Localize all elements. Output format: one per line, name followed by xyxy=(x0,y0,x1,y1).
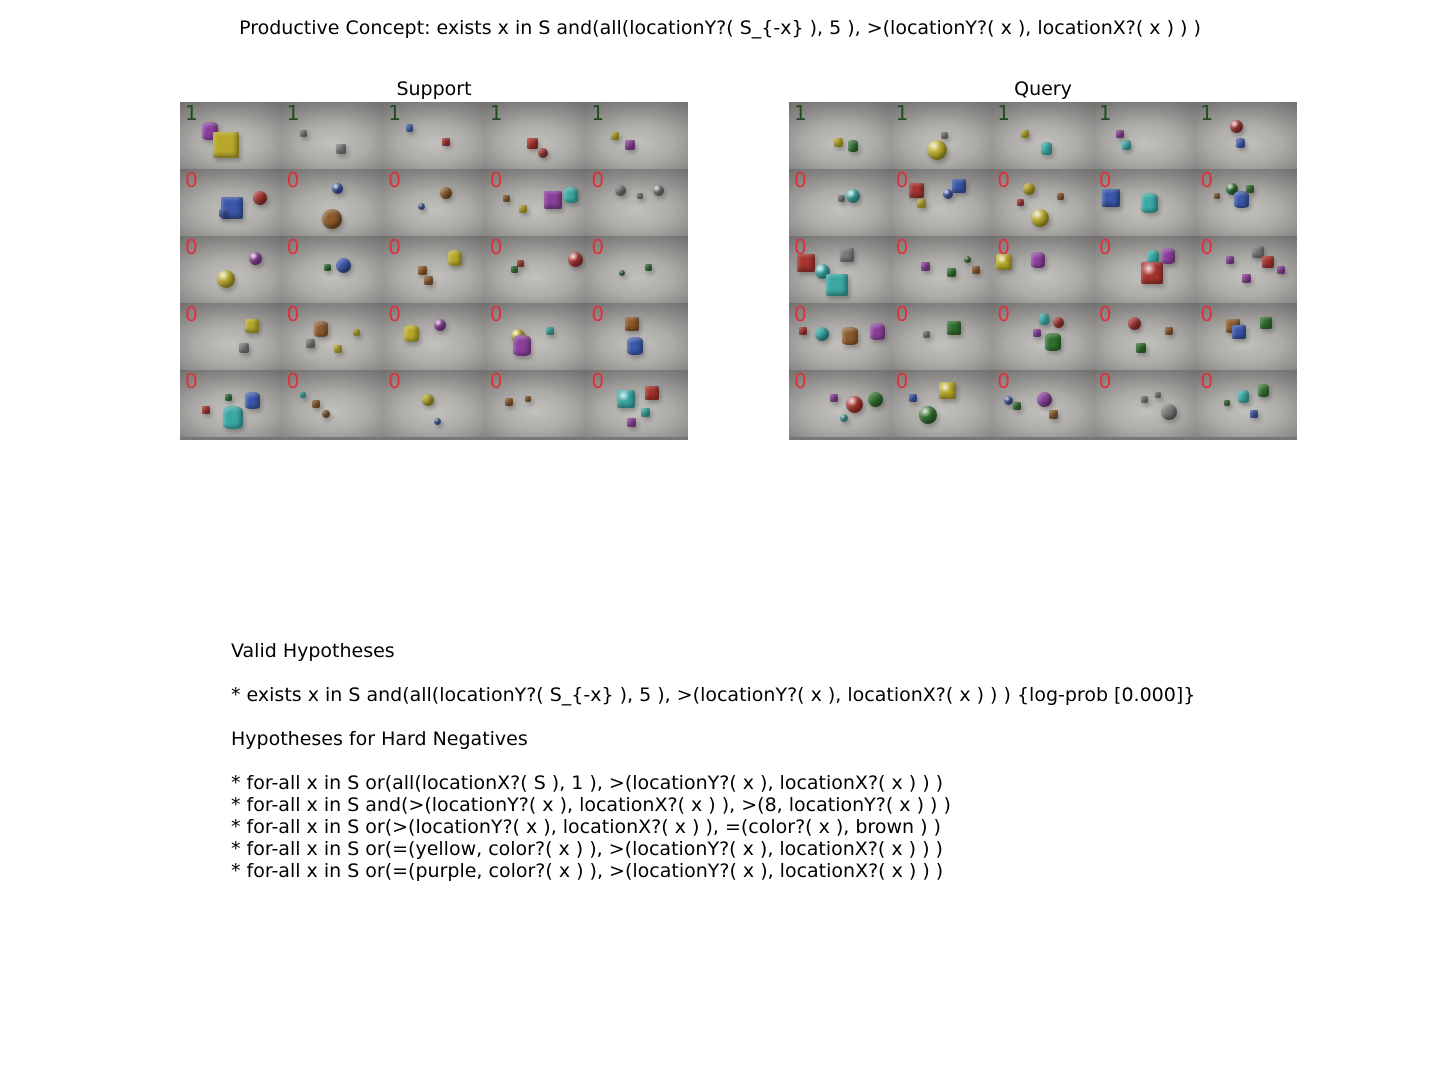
cylinder-object xyxy=(1039,313,1049,325)
hard-negative-hypothesis: * for-all x in S or(all(locationX?( S ), 1 ), >(locationY?( x ), locationX?( x ) ) ) xyxy=(231,772,944,794)
query-image-11 xyxy=(789,236,891,303)
sphere-object xyxy=(253,191,267,205)
cylinder-object xyxy=(1258,384,1269,397)
cube-object xyxy=(617,390,635,408)
cube-object xyxy=(546,327,554,335)
sphere-object xyxy=(846,189,860,203)
support-image-4 xyxy=(485,102,587,169)
support-label: 0 xyxy=(388,370,401,393)
query-image-grid xyxy=(789,102,1297,440)
sphere-object xyxy=(418,203,425,210)
sphere-object xyxy=(943,189,953,199)
cube-object xyxy=(544,191,562,209)
cylinder-object xyxy=(1141,193,1158,213)
concept-title: Productive Concept: exists x in S and(all(locationY?( S_{-x} ), 5 ), >(locationY?( x ), locationX?( x ) ) ) xyxy=(239,17,1201,39)
cube-object xyxy=(442,138,450,146)
query-panel xyxy=(789,78,1297,440)
cube-object xyxy=(830,394,838,402)
sphere-object xyxy=(619,270,625,276)
support-image-24 xyxy=(485,370,587,437)
support-label: 0 xyxy=(591,236,605,259)
cube-object xyxy=(300,392,306,398)
sphere-object xyxy=(1128,317,1141,330)
cube-object xyxy=(909,394,917,402)
query-image-9 xyxy=(1094,169,1196,236)
sphere-object xyxy=(1037,392,1052,407)
cube-object xyxy=(1242,274,1251,283)
cylinder-object xyxy=(1041,142,1052,155)
cube-object xyxy=(645,386,659,400)
query-label: 0 xyxy=(794,236,807,259)
cylinder-object xyxy=(848,140,858,152)
query-image-21 xyxy=(789,370,891,437)
cylinder-object xyxy=(1161,248,1175,264)
cylinder-object xyxy=(1045,333,1061,351)
support-image-22 xyxy=(282,370,384,437)
cube-object xyxy=(239,343,249,353)
cube-object xyxy=(1136,343,1146,353)
support-label: 0 xyxy=(286,236,300,259)
cube-object xyxy=(840,248,854,262)
sphere-object xyxy=(440,187,452,199)
cube-object xyxy=(1013,402,1021,410)
cube-object xyxy=(324,264,331,271)
cube-object xyxy=(306,339,315,348)
cube-object xyxy=(424,276,433,285)
query-label: 1 xyxy=(997,102,1010,125)
query-label: 0 xyxy=(1200,303,1214,326)
cylinder-object xyxy=(1122,140,1131,150)
query-label: 0 xyxy=(794,370,807,393)
cylinder-object xyxy=(448,250,462,266)
hard-negatives-heading: Hypotheses for Hard Negatives xyxy=(231,728,528,750)
query-image-14 xyxy=(1094,236,1196,303)
cube-object xyxy=(519,205,527,213)
sphere-object xyxy=(868,392,883,407)
cube-object xyxy=(834,138,843,147)
support-label: 0 xyxy=(489,169,503,192)
sphere-object xyxy=(919,406,937,424)
support-label: 0 xyxy=(388,303,401,326)
support-image-16 xyxy=(180,303,282,370)
cylinder-object xyxy=(870,323,885,340)
cube-object xyxy=(1141,396,1148,403)
support-label: 0 xyxy=(185,236,198,259)
cube-object xyxy=(1250,410,1258,418)
query-label: 0 xyxy=(895,169,909,192)
support-label: 0 xyxy=(185,370,198,393)
sphere-object xyxy=(434,418,441,425)
support-image-19 xyxy=(485,303,587,370)
cube-object xyxy=(1246,185,1254,193)
support-label: 0 xyxy=(591,169,605,192)
support-label: 0 xyxy=(489,370,503,393)
cube-object xyxy=(917,199,926,208)
cube-object xyxy=(505,398,513,406)
sphere-object xyxy=(538,148,548,158)
query-label: 0 xyxy=(895,370,909,393)
cube-object xyxy=(503,195,510,202)
support-image-2 xyxy=(282,102,384,169)
cube-object xyxy=(418,266,427,275)
cube-object xyxy=(1226,256,1234,264)
sphere-object xyxy=(815,327,829,341)
sphere-object xyxy=(322,410,330,418)
hard-negative-hypothesis: * for-all x in S and(>(locationY?( x ), locationX?( x ) ), >(8, locationY?( x ) ) ) xyxy=(231,794,951,816)
query-image-6 xyxy=(789,169,891,236)
cube-object xyxy=(645,264,652,271)
cube-object xyxy=(1232,325,1246,339)
support-image-grid xyxy=(180,102,688,440)
cube-object xyxy=(627,418,636,427)
support-label: 0 xyxy=(388,169,401,192)
sphere-object xyxy=(1230,120,1243,133)
cube-object xyxy=(637,193,643,199)
cube-object xyxy=(334,345,342,353)
sphere-object xyxy=(840,414,848,422)
cube-object xyxy=(641,408,650,417)
cube-object xyxy=(1165,327,1173,335)
query-label: 0 xyxy=(1200,236,1214,259)
support-image-20 xyxy=(586,303,688,370)
support-image-15 xyxy=(586,236,688,303)
support-image-8 xyxy=(383,169,485,236)
query-image-2 xyxy=(891,102,993,169)
cylinder-object xyxy=(223,406,243,429)
support-image-12 xyxy=(282,236,384,303)
support-label: 1 xyxy=(591,102,605,125)
query-image-16 xyxy=(789,303,891,370)
cylinder-object xyxy=(404,325,419,342)
cube-object xyxy=(1260,317,1272,329)
support-image-10 xyxy=(586,169,688,236)
cube-object xyxy=(1214,193,1220,199)
cube-object xyxy=(625,140,635,150)
cube-object xyxy=(947,268,956,277)
support-label: 0 xyxy=(286,370,300,393)
support-image-3 xyxy=(383,102,485,169)
cube-object xyxy=(1277,266,1285,274)
query-image-7 xyxy=(891,169,993,236)
cube-object xyxy=(1224,400,1230,406)
sphere-object xyxy=(846,396,863,413)
support-label: 0 xyxy=(286,169,300,192)
sphere-object xyxy=(1053,317,1064,328)
cube-object xyxy=(923,331,930,338)
support-image-13 xyxy=(383,236,485,303)
cube-object xyxy=(1057,193,1064,200)
cube-object xyxy=(1262,256,1274,268)
cube-object xyxy=(1021,130,1029,138)
cube-object xyxy=(300,130,307,137)
cube-object xyxy=(941,132,948,139)
support-label: 0 xyxy=(185,303,198,326)
cube-object xyxy=(939,382,956,399)
query-label: 1 xyxy=(895,102,909,125)
cylinder-object xyxy=(1238,390,1249,403)
cube-object xyxy=(1033,329,1041,337)
sphere-object xyxy=(1023,183,1035,195)
cube-object xyxy=(219,209,227,217)
support-title: Support xyxy=(396,78,472,100)
cylinder-object xyxy=(314,321,328,337)
sphere-object xyxy=(653,185,664,196)
query-label: 0 xyxy=(1200,370,1214,393)
cube-object xyxy=(202,406,210,414)
support-image-11 xyxy=(180,236,282,303)
hard-negative-hypothesis: * for-all x in S or(=(purple, color?( x ) ), >(locationY?( x ), locationX?( x ) ) ) xyxy=(231,860,944,882)
cube-object xyxy=(1155,392,1161,398)
support-image-14 xyxy=(485,236,587,303)
support-image-6 xyxy=(180,169,282,236)
support-image-23 xyxy=(383,370,485,437)
query-image-24 xyxy=(1094,370,1196,437)
support-image-17 xyxy=(282,303,384,370)
cylinder-object xyxy=(842,327,858,345)
cube-object xyxy=(909,183,924,198)
query-image-3 xyxy=(992,102,1094,169)
cube-object xyxy=(952,179,966,193)
query-label: 0 xyxy=(997,236,1010,259)
sphere-object xyxy=(434,319,446,331)
cylinder-object xyxy=(1236,138,1245,148)
support-label: 1 xyxy=(489,102,503,125)
valid-hypotheses-heading: Valid Hypotheses xyxy=(231,640,395,662)
query-label: 0 xyxy=(794,169,807,192)
query-image-13 xyxy=(992,236,1094,303)
cube-object xyxy=(1141,262,1163,284)
support-image-25 xyxy=(586,370,688,437)
query-label: 0 xyxy=(997,303,1010,326)
sphere-object xyxy=(927,140,947,160)
query-image-12 xyxy=(891,236,993,303)
support-label: 0 xyxy=(388,236,401,259)
cylinder-object xyxy=(1234,191,1249,208)
query-image-23 xyxy=(992,370,1094,437)
cylinder-object xyxy=(1031,252,1045,268)
query-image-4 xyxy=(1094,102,1196,169)
cube-object xyxy=(1017,199,1024,206)
cube-object xyxy=(527,138,538,149)
query-image-20 xyxy=(1195,303,1297,370)
cube-object xyxy=(525,396,531,402)
cylinder-object xyxy=(406,124,413,132)
support-image-18 xyxy=(383,303,485,370)
sphere-object xyxy=(1161,404,1177,420)
cube-object xyxy=(336,144,346,154)
hard-negative-hypothesis: * for-all x in S or(>(locationY?( x ), locationX?( x ) ), =(color?( x ), brown ) ) xyxy=(231,816,941,838)
cube-object xyxy=(1049,410,1058,419)
query-label: 0 xyxy=(1098,169,1112,192)
cube-object xyxy=(312,400,320,408)
query-image-18 xyxy=(992,303,1094,370)
cube-object xyxy=(838,195,845,202)
query-image-1 xyxy=(789,102,891,169)
cube-object xyxy=(213,132,239,158)
sphere-object xyxy=(422,394,434,406)
support-label: 0 xyxy=(286,303,300,326)
sphere-object xyxy=(249,252,262,265)
query-label: 0 xyxy=(794,303,807,326)
support-image-1 xyxy=(180,102,282,169)
cube-object xyxy=(1116,130,1124,138)
sphere-object xyxy=(217,270,235,288)
support-image-21 xyxy=(180,370,282,437)
support-label: 0 xyxy=(489,303,503,326)
query-label: 0 xyxy=(1098,303,1112,326)
query-label: 0 xyxy=(1098,370,1112,393)
support-image-9 xyxy=(485,169,587,236)
cube-object xyxy=(625,317,639,331)
cube-object xyxy=(245,319,259,333)
cube-object xyxy=(511,266,518,273)
sphere-object xyxy=(1031,209,1049,227)
valid-hypothesis: * exists x in S and(all(locationY?( S_{-x} ), 5 ), >(locationY?( x ), locationX?( x ) ) ) {log-prob [0.000]} xyxy=(231,684,1196,706)
cylinder-object xyxy=(513,335,531,356)
query-label: 0 xyxy=(895,303,909,326)
sphere-object xyxy=(336,258,351,273)
sphere-object xyxy=(568,252,583,267)
query-label: 0 xyxy=(997,169,1010,192)
support-label: 0 xyxy=(489,236,503,259)
support-label: 1 xyxy=(388,102,401,125)
sphere-object xyxy=(964,256,971,263)
support-image-5 xyxy=(586,102,688,169)
query-image-17 xyxy=(891,303,993,370)
query-label: 1 xyxy=(1200,102,1214,125)
cube-object xyxy=(353,329,360,336)
support-label: 0 xyxy=(591,370,605,393)
support-image-7 xyxy=(282,169,384,236)
cube-object xyxy=(517,260,524,267)
query-label: 0 xyxy=(997,370,1010,393)
query-title: Query xyxy=(1014,78,1072,100)
cube-object xyxy=(947,321,961,335)
query-image-19 xyxy=(1094,303,1196,370)
support-label: 1 xyxy=(185,102,198,125)
cylinder-object xyxy=(564,187,578,203)
sphere-object xyxy=(615,185,626,196)
query-image-10 xyxy=(1195,169,1297,236)
query-label: 0 xyxy=(895,236,909,259)
query-label: 1 xyxy=(794,102,807,125)
query-label: 0 xyxy=(1200,169,1214,192)
hard-negative-hypothesis: * for-all x in S or(=(yellow, color?( x ) ), >(locationY?( x ), locationX?( x ) ) ) xyxy=(231,838,943,860)
query-image-5 xyxy=(1195,102,1297,169)
query-label: 1 xyxy=(1098,102,1112,125)
cube-object xyxy=(972,266,980,274)
support-label: 0 xyxy=(591,303,605,326)
support-label: 0 xyxy=(185,169,198,192)
sphere-object xyxy=(322,209,342,229)
cube-object xyxy=(799,327,807,335)
cube-object xyxy=(611,132,619,140)
cube-object xyxy=(826,274,848,296)
sphere-object xyxy=(332,183,343,194)
query-image-22 xyxy=(891,370,993,437)
support-panel xyxy=(180,78,688,440)
support-label: 1 xyxy=(286,102,300,125)
query-label: 0 xyxy=(1098,236,1112,259)
cube-object xyxy=(225,394,232,401)
cube-object xyxy=(921,262,930,271)
query-image-8 xyxy=(992,169,1094,236)
query-image-25 xyxy=(1195,370,1297,437)
query-image-15 xyxy=(1195,236,1297,303)
hypotheses-block xyxy=(231,640,1195,882)
cylinder-object xyxy=(245,392,260,409)
cylinder-object xyxy=(627,337,643,355)
